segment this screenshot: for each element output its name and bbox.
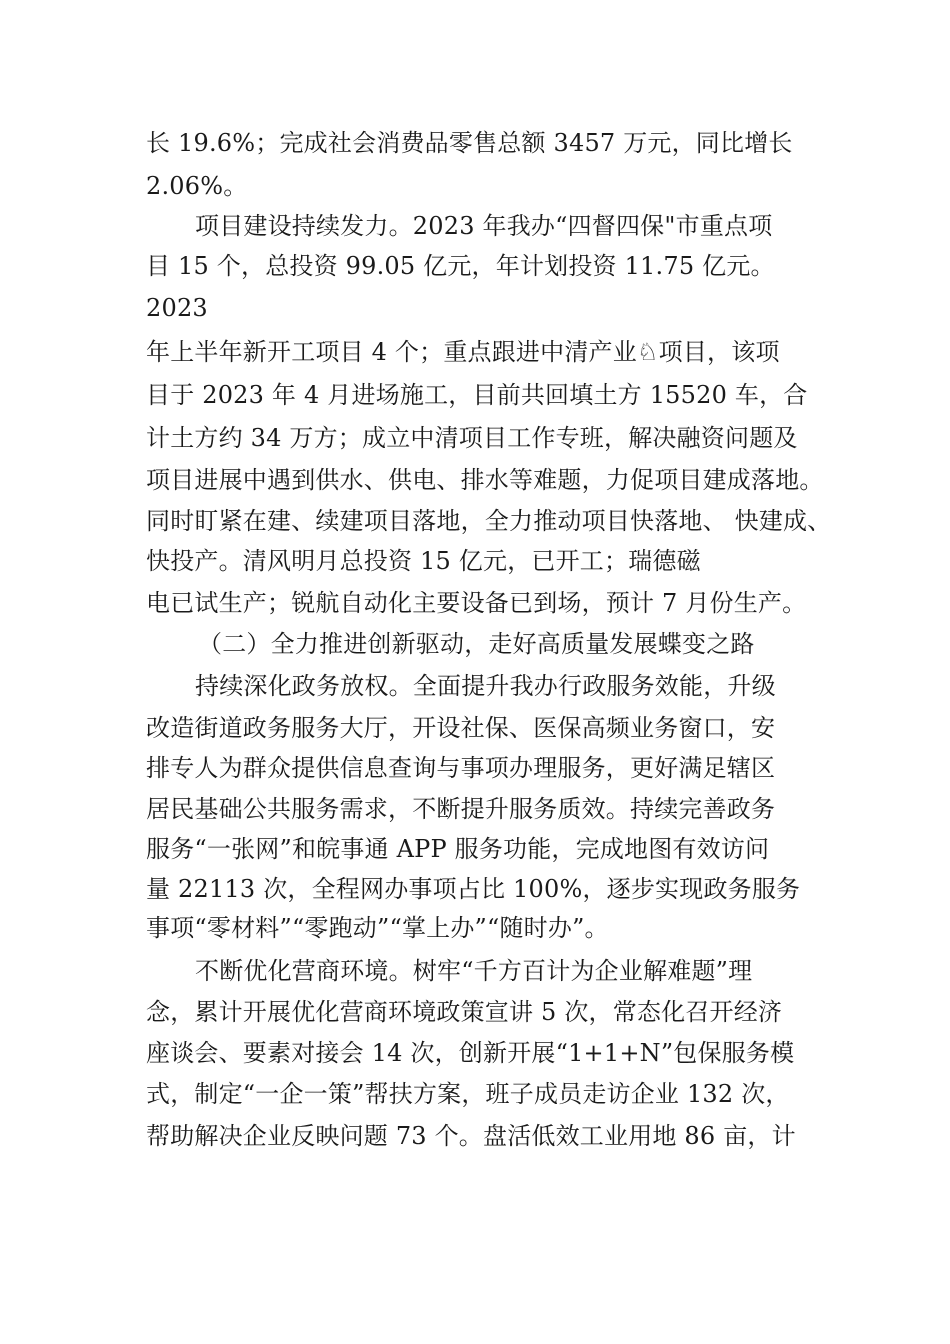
paragraph-line: 快投产。清风明月总投资 15 亿元，已开工；瑞德磁 <box>146 547 701 575</box>
paragraph-line: 项目建设持续发力。2023 年我办“四督四保"市重点项 <box>195 212 773 240</box>
paragraph-line: 念，累计开展优化营商环境政策宣讲 5 次，常态化召开经济 <box>146 998 783 1026</box>
paragraph-line: 同时盯紧在建、续建项目落地，全力推动项目快落地、 快建成、 <box>146 507 832 535</box>
paragraph-line: 服务“一张网”和皖事通 APP 服务功能，完成地图有效访问 <box>146 835 770 863</box>
paragraph-line: 项目进展中遇到供水、供电、排水等难题，力促项目建成落地。 <box>146 466 824 494</box>
paragraph-line: 不断优化营商环境。树牢“千方百计为企业解难题”理 <box>195 957 753 985</box>
paragraph-line: 目于 2023 年 4 月进场施工，目前共回填土方 15520 车，合 <box>146 381 808 409</box>
paragraph-line: 式，制定“一企一策”帮扶方案，班子成员走访企业 132 次， <box>146 1080 790 1108</box>
paragraph-line: 事项“零材料”“零跑动”“掌上办”“随时办”。 <box>146 914 609 942</box>
paragraph-line: 2023 <box>146 294 208 322</box>
paragraph-line: 目 15 个，总投资 99.05 亿元，年计划投资 11.75 亿元。 <box>146 252 775 280</box>
paragraph-line: 帮助解决企业反映问题 73 个。盘活低效工业用地 86 亩，计 <box>146 1122 796 1150</box>
paragraph-line: 座谈会、要素对接会 14 次，创新开展“1+1+N”包保服务模 <box>146 1039 795 1067</box>
paragraph-line: 改造街道政务服务大厅，开设社保、医保高频业务窗口，安 <box>146 714 776 742</box>
paragraph-line: 计土方约 34 万方；成立中清项目工作专班，解决融资问题及 <box>146 424 798 452</box>
paragraph-line: 电已试生产；锐航自动化主要设备已到场，预计 7 月份生产。 <box>146 589 807 617</box>
section-heading: （二）全力推进创新驱动，走好高质量发展蝶变之路 <box>198 630 755 658</box>
paragraph-line: 居民基础公共服务需求，不断提升服务质效。持续完善政务 <box>146 795 776 823</box>
paragraph-line: 长 19.6%；完成社会消费品零售总额 3457 万元，同比增长 <box>146 129 793 157</box>
paragraph-line: 持续深化政务放权。全面提升我办行政服务效能，升级 <box>195 672 776 700</box>
paragraph-line: 2.06%。 <box>146 172 248 200</box>
paragraph-line: 排专人为群众提供信息查询与事项办理服务，更好满足辖区 <box>146 754 776 782</box>
paragraph-line: 量 22113 次，全程网办事项占比 100%，逐步实现政务服务 <box>146 875 801 903</box>
paragraph-line: 年上半年新开工项目 4 个；重点跟进中清产业♘项目，该项 <box>146 338 780 366</box>
